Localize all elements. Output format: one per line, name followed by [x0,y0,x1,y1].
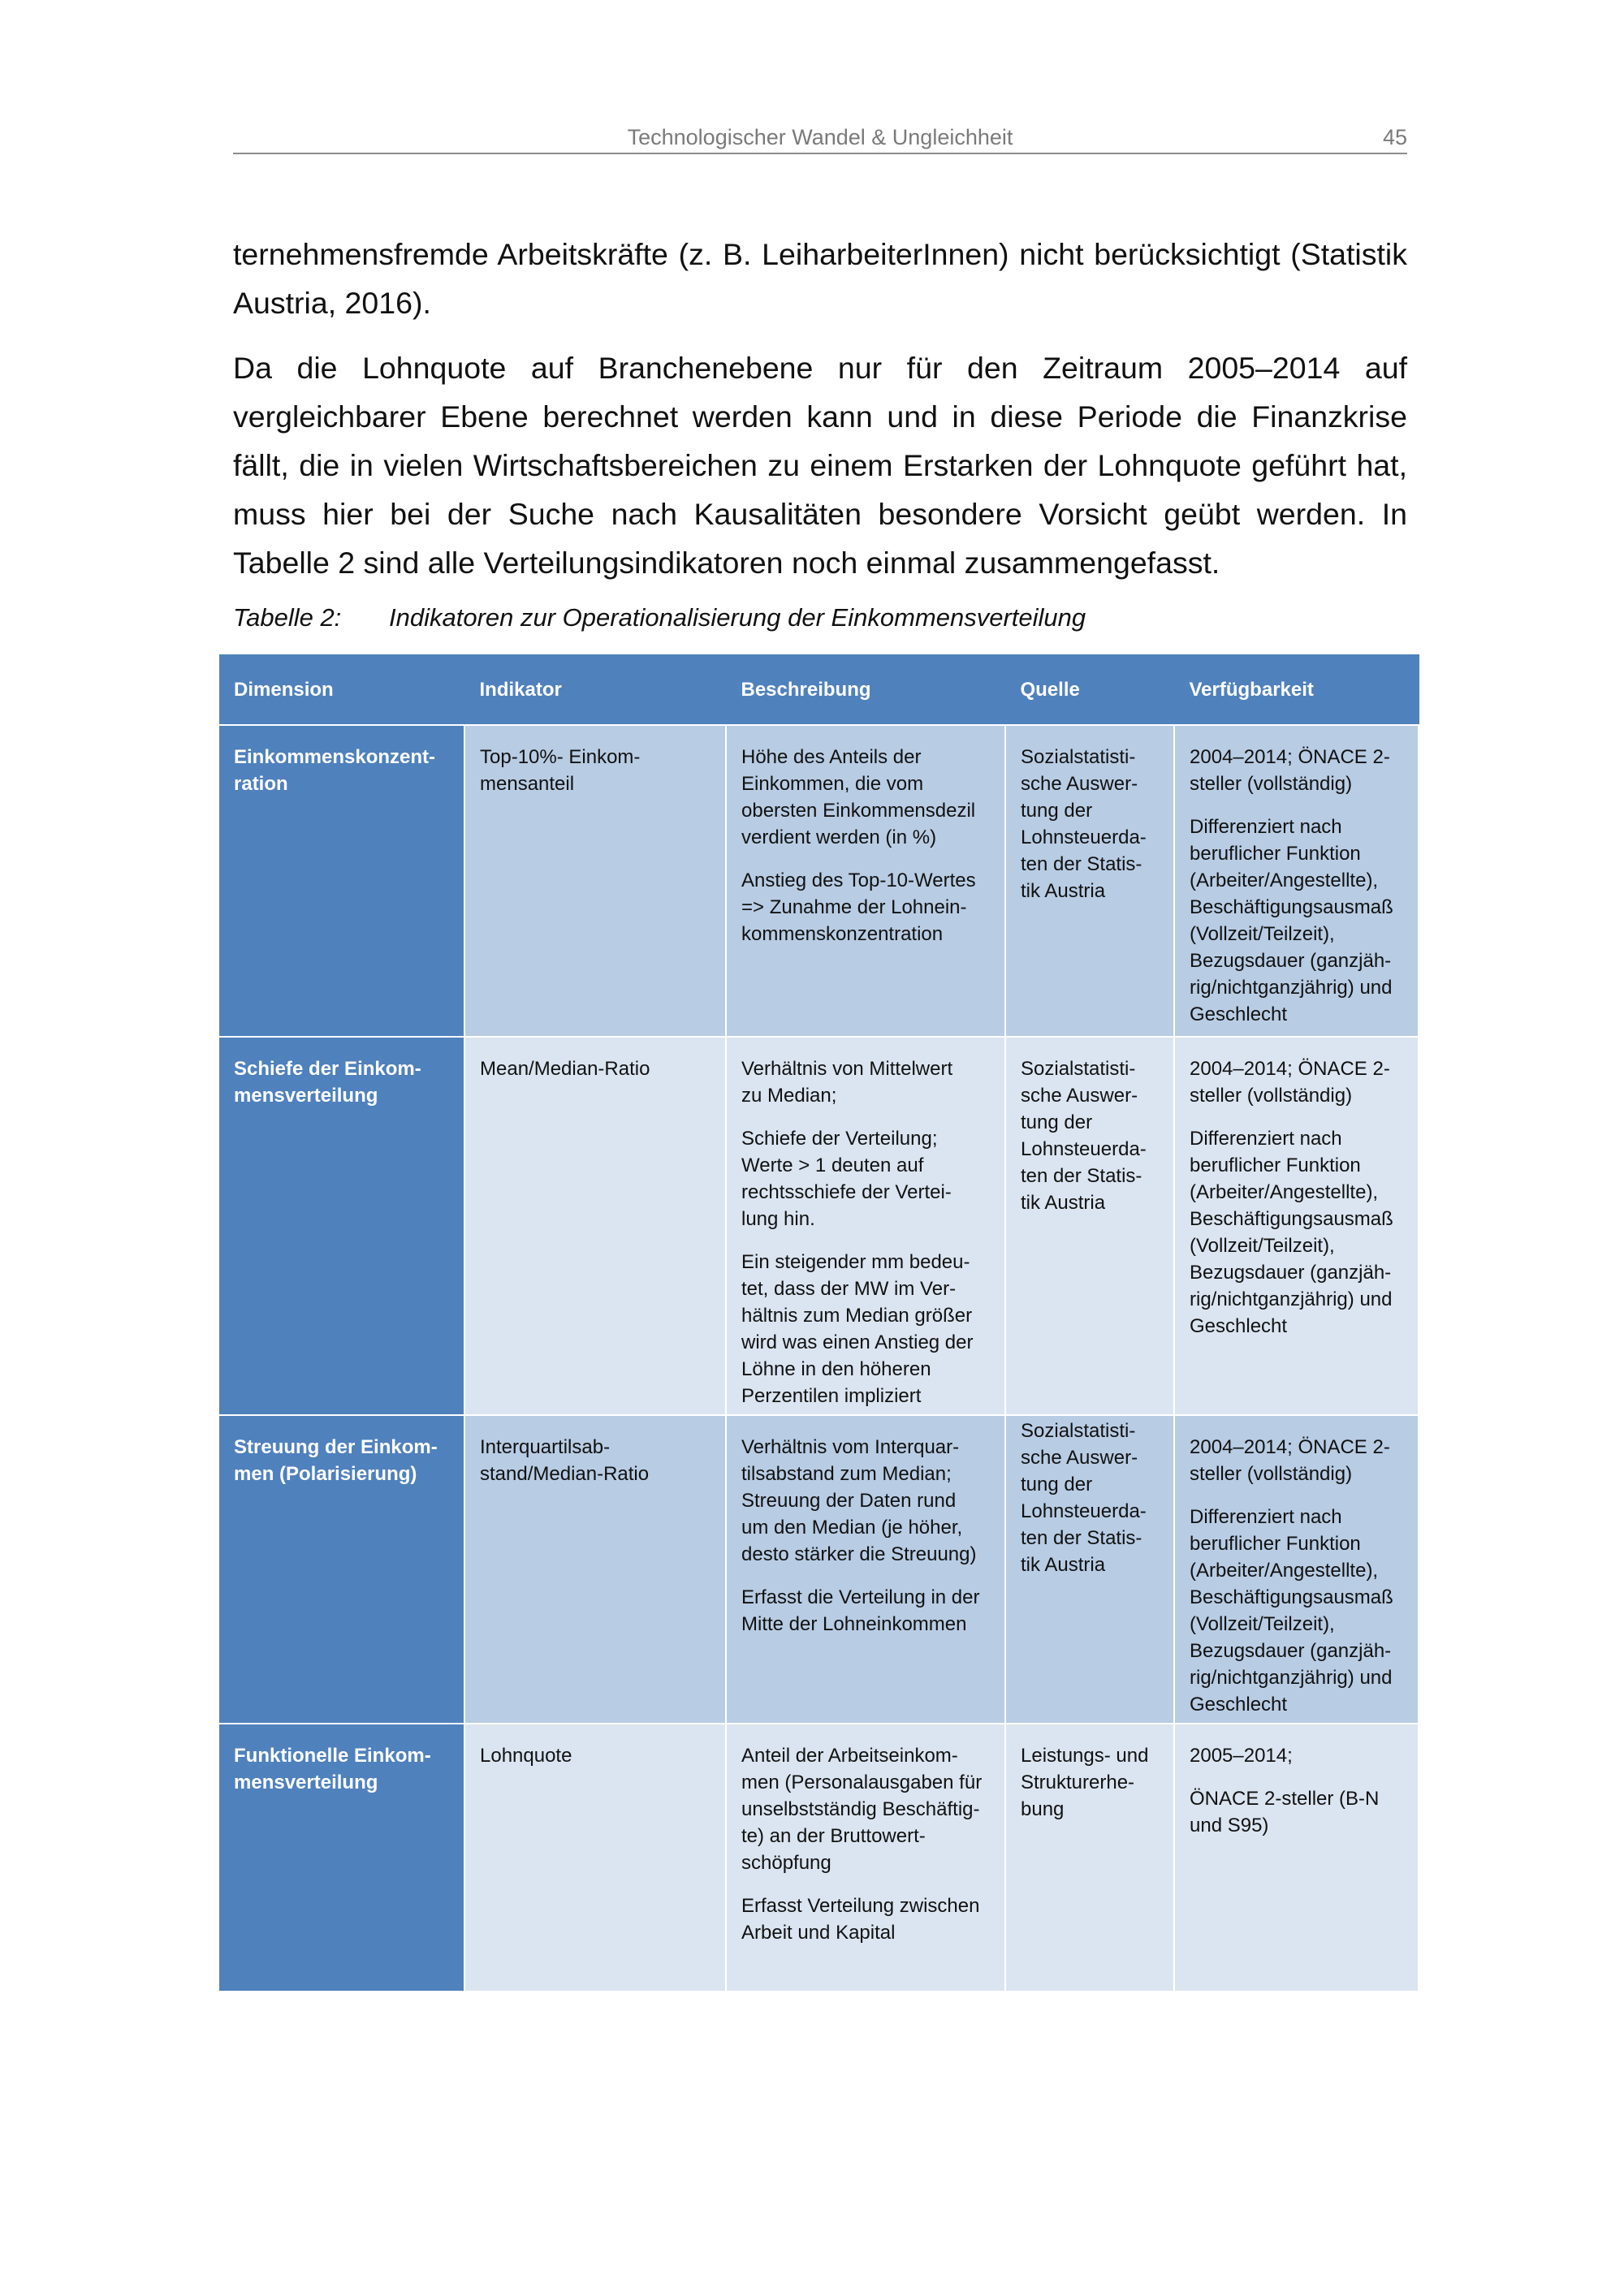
cell-paragraph: 2004–2014; ÖNACE 2- steller (vollständig) [1190,746,1390,795]
availability-cell [1174,1724,1419,1992]
table-header-row [219,654,1419,725]
cell-paragraph: Differenziert nach beruflicher Funktion (Arbeiter/Angestellte), Beschäftigungsausmaß (Vollzeit/Teilzeit), Bezugsdauer (ganzjäh- rig/nichtganzjährig) und Geschlecht [1190,816,1393,1025]
cell-paragraph: 2005–2014; [1190,1745,1293,1767]
cell-paragraph: Verhältnis von Mittelwert zu Median; [741,1058,953,1107]
column-header-description: Beschreibung [726,654,1005,725]
page-number: 45 [1382,125,1407,149]
dimension-cell [219,1037,464,1415]
cell-text: Top-10%- Einkom- mensanteil [480,746,641,795]
cell-text: Interquartilsab- stand/Median-Ratio [480,1436,650,1485]
column-header-dimension: Dimension [219,654,464,725]
description-cell [726,1415,1005,1724]
body-paragraph: Da die Lohnquote auf Branchenebene nur für den Zeitraum 2005–2014 auf vergleichbarer Ebene berechnet werden kann und in diese Periode die Finanzkrise fällt, die in vielen Wirtschaftsbereichen zu einem Erstarken der Lohnquote geführt hat, muss hier bei der Suche nach Kausalitäten besondere Vorsicht geübt werden. In Tabelle 2 sind alle Verteilungsindikatoren noch einmal zusammengefasst. [233,351,1407,580]
cell-paragraph: Erfasst Verteilung zwischen Arbeit und Kapital [741,1895,980,1944]
cell-text: Sozialstatisti- sche Auswer- tung der Lohnsteuerda- ten der Statis- tik Austria [1021,1420,1147,1576]
dimension-cell [219,725,464,1037]
cell-paragraph: Differenziert nach beruflicher Funktion (Arbeiter/Angestellte), Beschäftigungsausmaß (Vollzeit/Teilzeit), Bezugsdauer (ganzjäh- rig/nichtganzjährig) und Geschlecht [1190,1128,1393,1337]
running-title: Technologischer Wandel & Ungleichheit [627,125,1013,149]
indicator-cell [464,1415,726,1724]
cell-paragraph: 2004–2014; ÖNACE 2- steller (vollständig) [1190,1436,1390,1485]
cell-text: Leistungs- und Strukturerhe- bung [1021,1745,1149,1820]
cell-text: Mean/Median-Ratio [480,1058,650,1080]
cell-text: Lohnquote [480,1745,572,1767]
cell-paragraph: Anteil der Arbeitseinkom- men (Personalausgaben für unselbstständig Beschäftig- te) an der Bruttowert- schöpfung [741,1745,983,1874]
cell-paragraph: Anstieg des Top-10-Wertes => Zunahme der Lohnein- kommenskonzentration [741,870,976,945]
availability-cell [1174,725,1419,1037]
table-row [219,1037,1419,1415]
table-caption-label: Tabelle 2: [233,603,342,632]
column-header-source: Quelle [1005,654,1174,725]
source-cell [1005,1724,1174,1992]
dimension-cell [219,1724,464,1992]
table-caption-text: Indikatoren zur Operationalisierung der Einkommensverteilung [389,603,1086,632]
description-cell [726,725,1005,1037]
table-row [219,1724,1419,1992]
table-caption [233,603,1086,632]
cell-paragraph: Erfasst die Verteilung in der Mitte der Lohneinkommen [741,1586,980,1635]
cell-text: Funktionelle Einkom- mensverteilung [234,1745,431,1793]
body-paragraph: ternehmensfremde Arbeitskräfte (z. B. LeiharbeiterInnen) nicht berücksichtigt (Statistik Austria, 2016). [233,237,1407,320]
source-cell [1005,1037,1174,1415]
cell-paragraph: Höhe des Anteils der Einkommen, die vom obersten Einkommensdezil verdient werden (in %) [741,746,976,848]
cell-text: Schiefe der Einkom- mensverteilung [234,1058,421,1107]
availability-cell [1174,1415,1419,1724]
source-cell [1005,1415,1174,1724]
indicator-cell [464,725,726,1037]
indicator-table [219,654,1419,1992]
cell-paragraph: Differenziert nach beruflicher Funktion (Arbeiter/Angestellte), Beschäftigungsausmaß (Vollzeit/Teilzeit), Bezugsdauer (ganzjäh- rig/nichtganzjährig) und Geschlecht [1190,1506,1393,1716]
cell-paragraph: Ein steigender mm bedeu- tet, dass der MW im Ver- hältnis zum Median größer wird was einen Anstieg der Löhne in den höheren Perzentilen impliziert [741,1251,974,1407]
availability-cell [1174,1037,1419,1415]
cell-text: Sozialstatisti- sche Auswer- tung der Lohnsteuerda- ten der Statis- tik Austria [1021,746,1147,902]
cell-text: Sozialstatisti- sche Auswer- tung der Lohnsteuerda- ten der Statis- tik Austria [1021,1058,1147,1214]
indicator-cell [464,1037,726,1415]
indicator-cell [464,1724,726,1992]
cell-paragraph: ÖNACE 2-steller (B-N und S95) [1190,1788,1380,1836]
table-row [219,1415,1419,1724]
column-header-indicator: Indikator [464,654,726,725]
table-row [219,725,1419,1037]
cell-paragraph: Verhältnis vom Interquar- tilsabstand zum Median; Streuung der Daten rund um den Median (je höher, desto stärker die Streuung) [741,1436,977,1565]
cell-text: Streuung der Einkom- men (Polarisierung) [234,1436,438,1485]
cell-paragraph: 2004–2014; ÖNACE 2- steller (vollständig) [1190,1058,1390,1107]
dimension-cell [219,1415,464,1724]
cell-text: Einkommenskonzent- ration [234,746,436,795]
cell-paragraph: Schiefe der Verteilung; Werte > 1 deuten auf rechtsschiefe der Vertei- lung hin. [741,1128,952,1230]
description-cell [726,1724,1005,1992]
column-header-availability: Verfügbarkeit [1174,654,1419,725]
source-cell [1005,725,1174,1037]
page-header [233,122,1407,154]
description-cell [726,1037,1005,1415]
